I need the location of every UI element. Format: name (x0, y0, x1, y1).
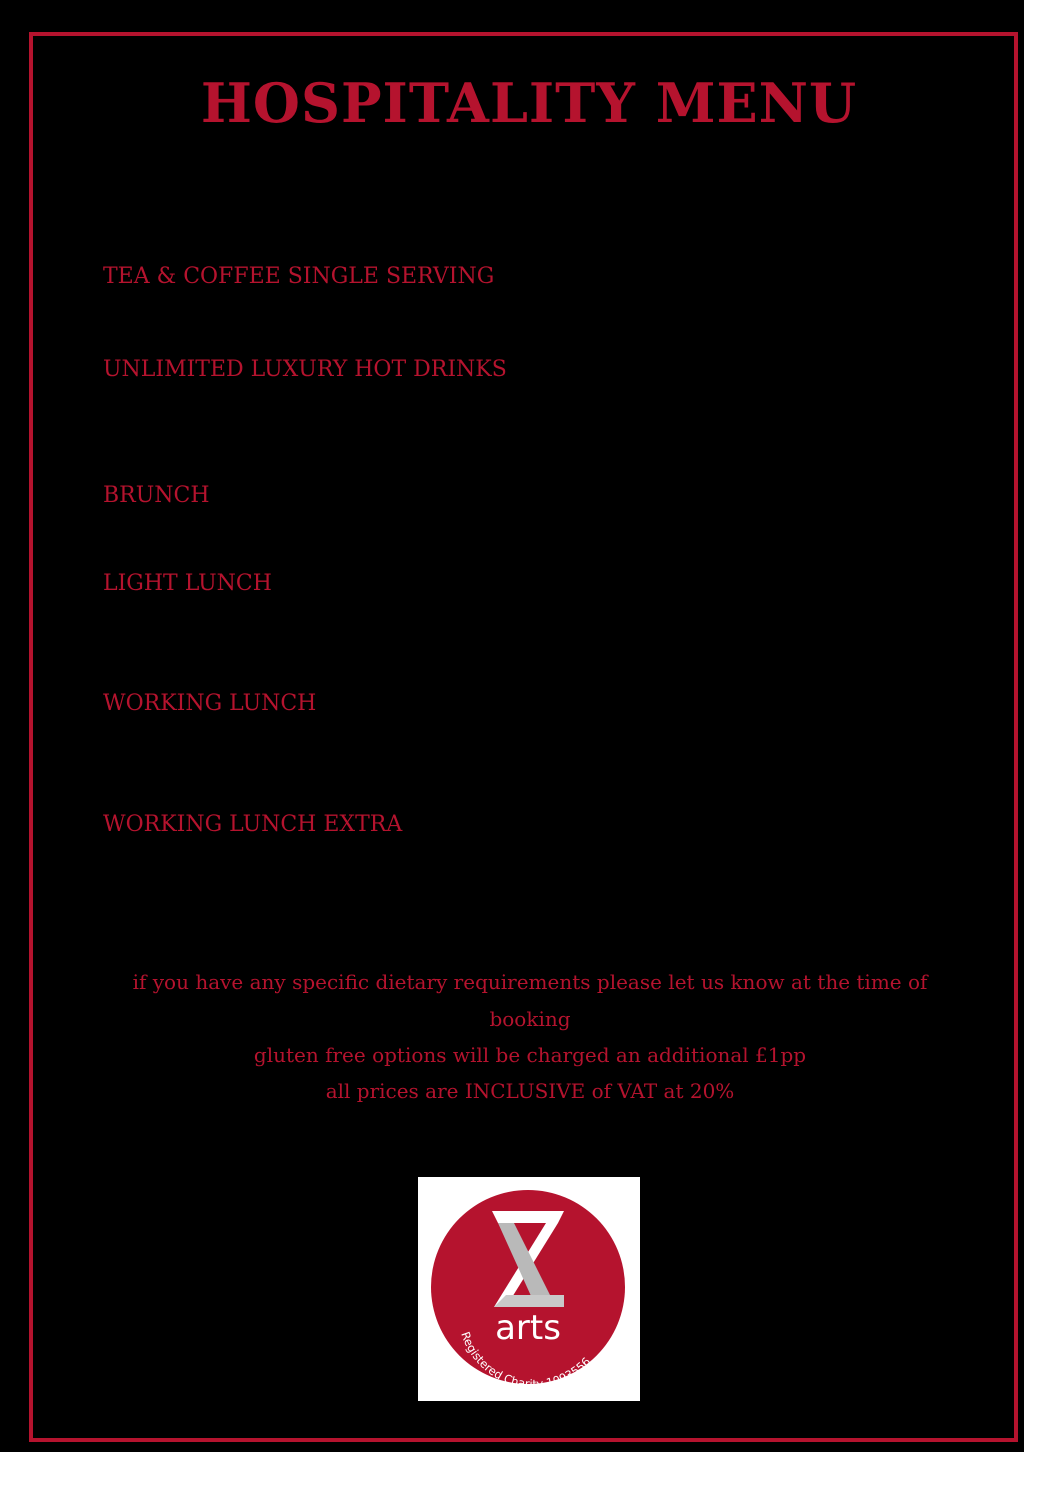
menu-item-brunch: BRUNCH (103, 483, 210, 508)
footer-notes (105, 964, 955, 1109)
menu-item-working-lunch-extra: WORKING LUNCH EXTRA (103, 812, 403, 837)
page-title: HOSPITALITY MENU (200, 71, 858, 135)
logo-charity-path: Registered Charity 1093556 (458, 1329, 594, 1391)
z-arts-logo-icon (418, 1177, 640, 1401)
logo-z-top (492, 1211, 564, 1223)
menu-item-tea-coffee: TEA & COFFEE SINGLE SERVING (103, 264, 495, 289)
charity-logo (418, 1177, 640, 1401)
logo-name: arts (495, 1308, 561, 1348)
gluten-free-note: gluten free options will be charged an additional £1pp (253, 1043, 807, 1067)
dietary-note-line1: if you have any specific dietary requirements please let us know at the time of (132, 970, 928, 994)
menu-item-unlimited-hot-drinks: UNLIMITED LUXURY HOT DRINKS (103, 357, 507, 382)
menu-item-working-lunch: WORKING LUNCH (103, 691, 317, 716)
vat-note: all prices are INCLUSIVE of VAT at 20% (325, 1079, 735, 1103)
menu-item-light-lunch: LIGHT LUNCH (103, 571, 272, 596)
dietary-note-line2: booking (489, 1007, 571, 1031)
logo-z-bottom (494, 1295, 564, 1307)
